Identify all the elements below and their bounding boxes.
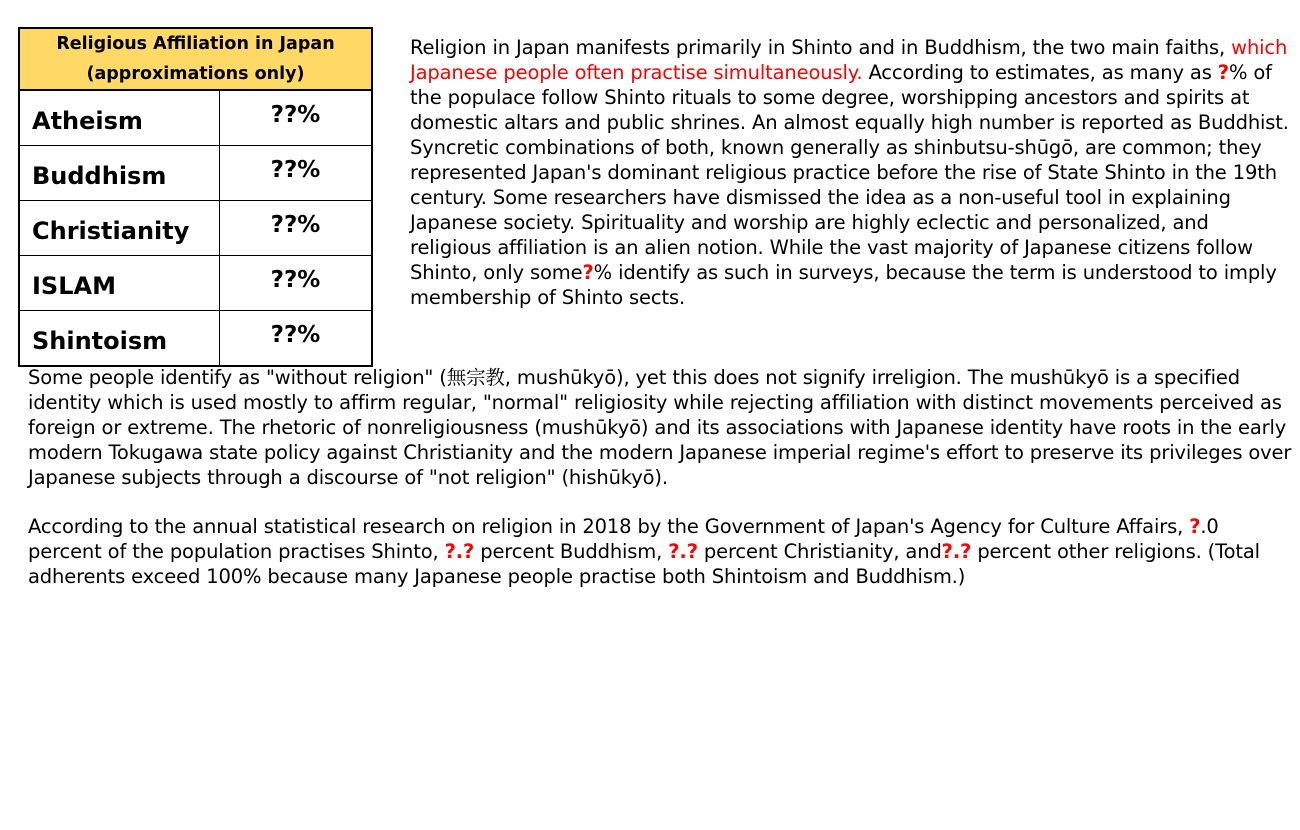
intro-text-4: % identify as such in surveys, because the term is understood to imply membership of Shinto sects. [410, 261, 1277, 309]
table-row [19, 256, 372, 311]
question-mark: ? [960, 540, 972, 563]
question-mark: ? [1189, 515, 1201, 538]
religion-percentage: ??% [220, 90, 373, 146]
religion-name: Christianity [19, 201, 220, 256]
table-header-title: Religious Affiliation in Japan [56, 34, 335, 54]
table-header-subtitle: (approximations only) [86, 64, 305, 84]
table-row [19, 146, 372, 201]
stats-text-3: percent Buddhism, [474, 540, 669, 563]
table-header [19, 28, 372, 90]
question-mark: ? [668, 540, 680, 563]
religion-percentage: ??% [220, 201, 373, 256]
question-mark: ? [582, 261, 594, 284]
stats-text-2: .0 percent of the population practises Shinto, [28, 515, 1219, 563]
question-mark: ? [941, 540, 953, 563]
religion-percentage: ??% [220, 311, 373, 367]
table-row [19, 201, 372, 256]
intro-text-1: Religion in Japan manifests primarily in Shinto and in Buddhism, the two main faiths, [410, 36, 1232, 59]
religion-percentage: ??% [220, 146, 373, 201]
religion-name: Shintoism [19, 311, 220, 367]
table-header-row [19, 28, 372, 90]
table-row [19, 90, 372, 146]
intro-highlight: which Japanese people often practise simultaneously. [410, 36, 1288, 84]
decimal-point: . [455, 540, 464, 563]
religion-name: Buddhism [19, 146, 220, 201]
decimal-point: . [679, 540, 687, 563]
question-mark: ? [686, 540, 698, 563]
statistics-paragraph [28, 514, 1293, 589]
religious-affiliation-table [18, 27, 373, 367]
religion-percentage: ??% [220, 256, 373, 311]
stats-text-4: percent Christianity, and [697, 540, 942, 563]
decimal-point: . [952, 540, 961, 563]
stats-text-1: According to the annual statistical research on religion in 2018 by the Government of Japan's Agency for Culture Affairs, [28, 515, 1190, 538]
religion-name: Atheism [19, 90, 220, 146]
mushukyo-paragraph: Some people identify as "without religion" (無宗教, mushūkyō), yet this does not signify irreligion. The mushūkyō is a specified identity which is used mostly to affirm regular, "normal" religiosity while rejecting affiliation with distinct movements perceived as foreign or extreme. The rhetoric of nonreligiousness (mushūkyō) and its associations with Japanese identity have roots in the early modern Tokugawa state policy against Christianity and the modern Japanese imperial regime's effort to preserve its privileges over Japanese subjects through a discourse of "not religion" (hishūkyō). [28, 366, 1292, 489]
stats-text-5: percent other religions. (Total adherents exceed 100% because many Japanese people practise both Shintoism and Buddhism.) [28, 540, 1260, 588]
question-mark: ? [444, 540, 456, 563]
question-mark: ? [1217, 61, 1229, 84]
intro-text-3: % of the populace follow Shinto rituals to some degree, worshipping ancestors and spirits at domestic altars and public shrines. An almost equally high number is reported as Buddhist. Syncretic combinations of both, known generally as shinbutsu-shūgō, are common; they represented Japan's dominant religious practice before the rise of State Shinto in the 19th century. Some researchers have dismissed the idea as a non-useful tool in explaining Japanese society. Spirituality and worship are highly eclectic and personalized, and religious affiliation is an alien notion. While the vast majority of Japanese citizens follow Shinto, only some [410, 61, 1289, 284]
religion-name: ISLAM [19, 256, 220, 311]
table-row [19, 311, 372, 367]
question-mark: ? [463, 540, 475, 563]
intro-text-2: According to estimates, as many as [862, 61, 1218, 84]
intro-paragraph [410, 35, 1290, 310]
